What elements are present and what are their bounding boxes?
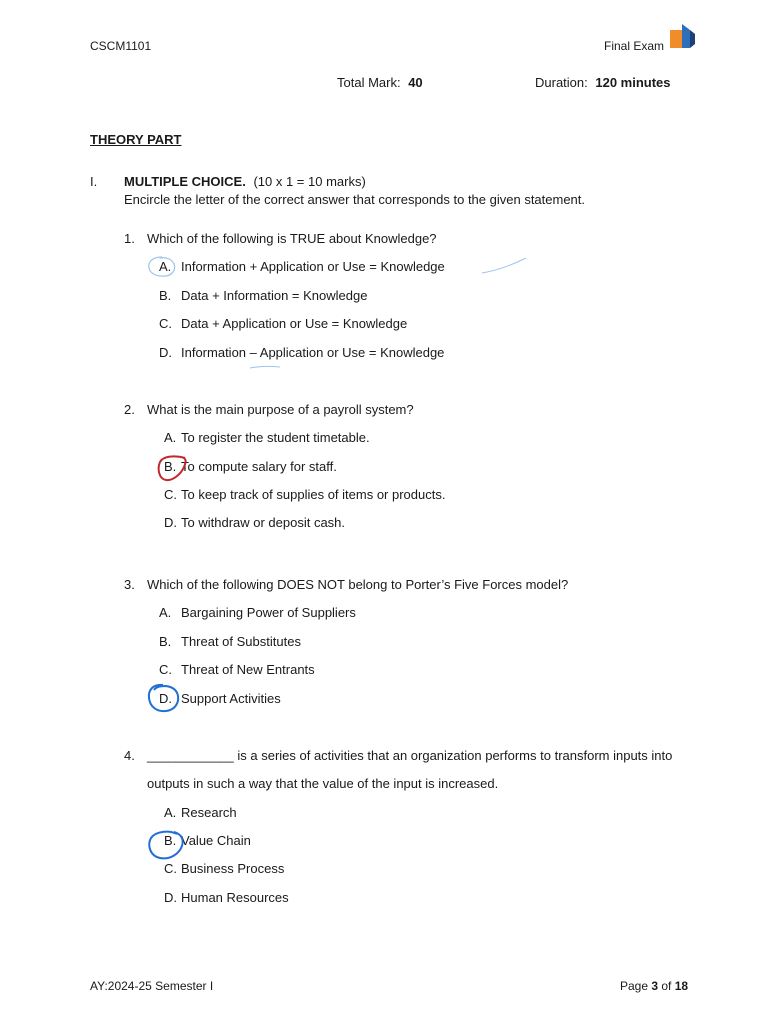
question-1-text: Which of the following is TRUE about Knowledge? [147,231,437,246]
page-total: 18 [674,979,689,993]
q4-option-a-letter: A. [164,805,177,820]
question-4-text-line1: ____________ is a series of activities that an organization performs to transform inputs into [147,748,673,763]
q3-option-d-text: Support Activities [181,691,281,706]
duration-label: Duration: [535,75,588,90]
footer-semester: AY:2024-25 Semester I [90,979,214,993]
q1-option-a-letter: A. [159,259,172,274]
total-mark-label: Total Mark: [337,75,401,90]
part-marks: (10 x 1 = 10 marks) [253,174,366,189]
q4-option-a-text: Research [181,805,237,820]
q3-option-a-text: Bargaining Power of Suppliers [181,605,356,620]
exam-logo-icon [668,22,696,52]
q3-option-c-letter: C. [159,662,172,677]
q4-option-d-text: Human Resources [181,890,289,905]
page-number [620,979,688,993]
section-title: THEORY PART [90,132,182,147]
q2-option-b-letter: B. [164,459,177,474]
part-numeral: I. [90,174,98,189]
q4-option-c-text: Business Process [181,861,285,876]
doc-title: Final Exam [604,39,665,53]
course-code: CSCM1101 [90,39,152,53]
q3-option-a-letter: A. [159,605,172,620]
q1-option-d-text: Information – Application or Use = Knowledge [181,345,445,360]
q1-faint-stroke-mark [480,255,530,277]
question-3-text: Which of the following DOES NOT belong to Porter’s Five Forces model? [147,577,569,592]
q4-option-c-letter: C. [164,861,177,876]
duration [535,75,671,90]
q3-option-c-text: Threat of New Entrants [181,662,315,677]
question-2-text: What is the main purpose of a payroll system? [147,402,414,417]
question-1-number: 1. [124,231,135,246]
q1-option-b-text: Data + Information = Knowledge [181,288,368,303]
duration-value: 120 minutes [595,75,671,90]
total-mark [337,75,423,90]
q2-option-b-text: To compute salary for staff. [181,459,337,474]
total-mark-value: 40 [408,75,423,90]
q3-option-b-text: Threat of Substitutes [181,634,301,649]
part-title: MULTIPLE CHOICE. [124,174,246,189]
q2-option-d-letter: D. [164,515,177,530]
question-3-number: 3. [124,577,135,592]
question-2-number: 2. [124,402,135,417]
q2-option-c-text: To keep track of supplies of items or products. [181,487,446,502]
q4-option-b-text: Value Chain [181,833,251,848]
q1-faint-underline-mark [248,363,282,371]
q3-option-d-letter: D. [159,691,172,706]
q2-option-d-text: To withdraw or deposit cash. [181,515,346,530]
q1-option-a-text: Information + Application or Use = Knowledge [181,259,445,274]
q1-option-d-letter: D. [159,345,172,360]
q1-option-c-text: Data + Application or Use = Knowledge [181,316,408,331]
q2-option-a-text: To register the student timetable. [181,430,370,445]
q4-option-b-letter: B. [164,833,177,848]
q3-option-b-letter: B. [159,634,172,649]
part-instruction: Encircle the letter of the correct answer that corresponds to the given statement. [124,192,586,207]
q1-option-c-letter: C. [159,316,172,331]
q1-option-b-letter: B. [159,288,172,303]
part-heading [124,174,366,189]
q2-option-a-letter: A. [164,430,177,445]
question-4-number: 4. [124,748,135,763]
page-current: 3 [651,979,659,993]
question-4-text-line2: outputs in such a way that the value of the input is increased. [147,776,499,791]
q4-option-d-letter: D. [164,890,177,905]
q2-option-c-letter: C. [164,487,177,502]
page-of: of [658,979,675,993]
page-prefix: Page [620,979,652,993]
